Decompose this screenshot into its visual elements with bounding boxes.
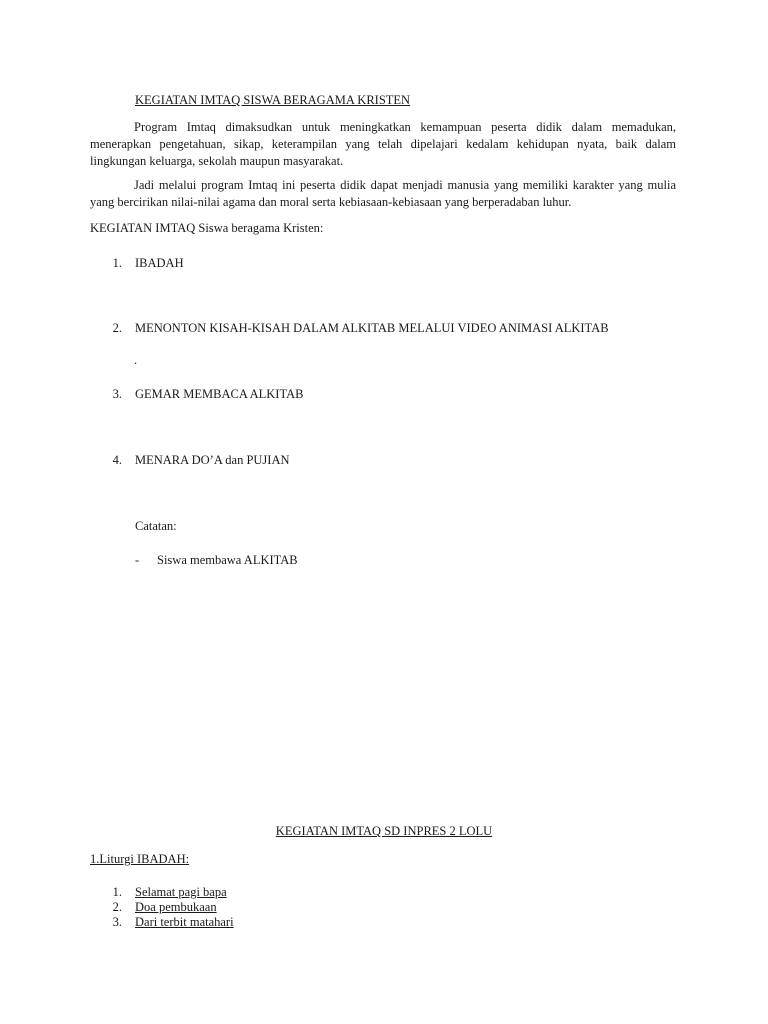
list-item-number: 1. xyxy=(112,885,122,899)
list-item-number: 3. xyxy=(112,915,122,929)
section1-heading: KEGIATAN IMTAQ SISWA BERAGAMA KRISTEN xyxy=(135,93,411,107)
list-item-label: Selamat pagi bapa xyxy=(135,885,227,899)
list-item xyxy=(96,914,496,931)
activities-intro: KEGIATAN IMTAQ Siswa beragama Kristen: xyxy=(90,221,324,235)
list-item-number: 3. xyxy=(112,387,122,401)
section2-heading-text: KEGIATAN IMTAQ SD INPRES 2 LOLU xyxy=(275,824,493,838)
list-item xyxy=(96,320,696,337)
stray-mark: . xyxy=(134,353,138,367)
list-item-label: IBADAH xyxy=(135,256,184,270)
liturgy-subheading: 1.Liturgi IBADAH: xyxy=(90,852,190,866)
note-item xyxy=(135,552,535,569)
list-item-number: 2. xyxy=(112,900,122,914)
list-item-number: 2. xyxy=(112,321,122,335)
list-item-label: MENONTON KISAH-KISAH DALAM ALKITAB MELALUI VIDEO ANIMASI ALKITAB xyxy=(135,321,609,335)
list-item-label: Dari terbit matahari xyxy=(135,915,234,929)
list-item xyxy=(96,386,696,403)
list-item xyxy=(96,255,696,272)
list-item-number: 1. xyxy=(112,256,122,270)
section2-heading xyxy=(0,823,768,840)
list-item xyxy=(96,452,696,469)
paragraph-2: Jadi melalui program Imtaq ini peserta didik dapat menjadi manusia yang memiliki karakter yang mulia yang bercirikan nilai-nilai agama dan moral serta kebiasaan-kebiasaan yang berperadaban luhur. xyxy=(90,178,676,209)
note-label: Catatan: xyxy=(135,519,177,533)
note-dash: - xyxy=(135,553,140,567)
paragraph-1: Program Imtaq dimaksudkan untuk meningkatkan kemampuan peserta didik dalam memadukan, menerapkan pengetahuan, sikap, keterampilan yang telah dipelajari kedalam kehidupan nyata, baik dalam lingkungan keluarga, sekolah maupun masyarakat. xyxy=(90,120,676,168)
list-item-label: GEMAR MEMBACA ALKITAB xyxy=(135,387,304,401)
list-item-label: MENARA DO’A dan PUJIAN xyxy=(135,453,290,467)
list-item-label: Doa pembukaan xyxy=(135,900,217,914)
note-text: Siswa membawa ALKITAB xyxy=(157,553,298,567)
list-item-number: 4. xyxy=(112,453,122,467)
